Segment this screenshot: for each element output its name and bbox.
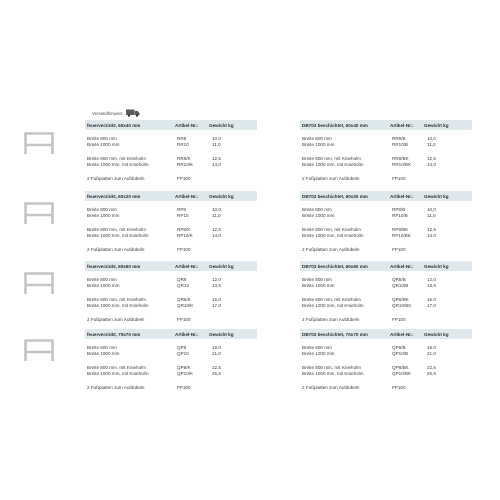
article-number-header: Artikel-Nr.: <box>175 263 199 269</box>
article-number: QP8/BK <box>392 364 409 370</box>
table-row <box>300 317 472 323</box>
table-row <box>300 371 472 377</box>
row-label: 2 Fußplatten zum Aufdübeln <box>302 384 360 390</box>
row-label: Breite 1000 mm, mit Knieholm <box>302 232 364 238</box>
article-number: RR10 <box>177 141 189 147</box>
row-label: Breite 1000 mm <box>87 350 120 356</box>
table-title: feuerverzinkt, 60x20 mm <box>87 193 141 199</box>
row-label: Breite 800 mm <box>302 277 332 282</box>
row-label: Breite 1000 mm, mit Knieholm <box>302 370 364 376</box>
row-label: Breite 1000 mm, mit Knieholm <box>302 302 364 308</box>
weight-value: 17,0 <box>427 302 436 308</box>
row-label: 2 Fußplatten zum Aufdübeln <box>87 384 145 390</box>
article-number: QP8 <box>177 345 187 350</box>
weight-value: 22,5 <box>427 364 436 370</box>
weight-value: 14,0 <box>212 161 221 167</box>
weight-value: 25,5 <box>427 370 436 376</box>
weight-value: 14,0 <box>427 161 436 167</box>
weight-value: 21,0 <box>427 350 436 356</box>
weight-value: 11,0 <box>212 141 221 147</box>
row-label: Breite 1000 mm <box>87 212 120 218</box>
table-title: feuerverzinkt, 60x40 mm <box>87 122 141 128</box>
weight-value: 13,5 <box>212 282 221 288</box>
weight-value: 10,0 <box>427 207 436 212</box>
row-label: Breite 800 mm, mit Knieholm <box>87 296 146 302</box>
weight-header: Gewicht kg <box>424 263 449 269</box>
weight-value: 10,0 <box>212 207 221 212</box>
article-number: RR10/K <box>177 161 194 167</box>
weight-value: 12,5 <box>212 155 221 161</box>
table-row <box>85 371 257 377</box>
article-number: FP100 <box>177 246 191 252</box>
article-number: QP10/K <box>177 370 194 376</box>
weight-header: Gewicht kg <box>209 122 234 128</box>
table-row <box>85 317 257 323</box>
weight-value: 21,0 <box>212 350 221 356</box>
product-table <box>85 120 257 181</box>
weight-header: Gewicht kg <box>424 331 449 337</box>
row-label: Breite 1000 mm, mit Knieholm <box>87 232 149 238</box>
shipping-label: Versandhinweis: <box>92 110 124 116</box>
row-label: Breite 800 mm <box>302 345 332 350</box>
row-label: 2 Fußplatten zum Aufdübeln <box>87 246 145 252</box>
weight-value: 14,0 <box>427 232 436 238</box>
row-label: Breite 1000 mm, mit Knieholm <box>87 302 149 308</box>
article-number: RR8/K <box>177 155 191 161</box>
weight-value: 10,0 <box>212 136 221 141</box>
table-row <box>300 176 472 182</box>
table-header <box>85 329 257 339</box>
article-number-header: Artikel-Nr.: <box>390 331 414 337</box>
table-header <box>300 329 472 339</box>
article-number: QP10 <box>177 350 189 356</box>
article-number-header: Artikel-Nr.: <box>175 122 199 128</box>
table-header <box>300 191 472 201</box>
table-title: DB703 beschichtet, 60x20 mm <box>302 193 368 199</box>
article-number-header: Artikel-Nr.: <box>390 122 414 128</box>
table-row <box>300 142 472 148</box>
article-number-header: Artikel-Nr.: <box>175 193 199 199</box>
weight-value: 17,0 <box>212 302 221 308</box>
article-number: QR10/K <box>177 302 194 308</box>
weight-value: 15,0 <box>212 296 221 302</box>
article-number: RP8/K <box>177 226 191 232</box>
table-row <box>85 176 257 182</box>
table-title: feuerverzinkt, 70x70 mm <box>87 331 141 337</box>
article-number: QR10/B <box>392 282 409 288</box>
article-number: FP100 <box>392 175 406 181</box>
table-row <box>85 385 257 391</box>
row-label: Breite 1000 mm <box>302 212 335 218</box>
article-number: RR10/BK <box>392 161 412 167</box>
product-table <box>85 261 257 322</box>
row-label: Breite 800 mm, mit Knieholm <box>87 364 146 370</box>
article-number: RP10/K <box>177 232 193 238</box>
article-number: QR8/BK <box>392 296 409 302</box>
article-number: RP10 <box>177 212 189 218</box>
weight-value: 12,5 <box>427 226 436 232</box>
weight-value: 12,0 <box>212 277 221 282</box>
weight-value: 11,0 <box>427 212 436 218</box>
row-label: 2 Fußplatten zum Aufdübeln <box>87 316 145 322</box>
row-label: Breite 1000 mm <box>87 141 120 147</box>
table-title: DB703 beschichtet, 70x70 mm <box>302 331 368 337</box>
product-table <box>300 191 472 252</box>
row-label: Breite 800 mm <box>302 136 332 141</box>
bike-rack-icon <box>23 131 55 155</box>
weight-value: 11,0 <box>427 141 436 147</box>
product-table <box>85 191 257 252</box>
table-row <box>85 303 257 309</box>
table-row <box>85 283 257 289</box>
table-header <box>85 191 257 201</box>
shipping-note <box>92 108 140 118</box>
weight-value: 19,0 <box>427 345 436 350</box>
table-row <box>85 247 257 253</box>
row-label: 2 Fußplatten zum Aufdübeln <box>302 316 360 322</box>
article-number: RP10/B <box>392 212 408 218</box>
row-label: Breite 1000 mm, mit Knieholm <box>87 370 149 376</box>
table-row <box>300 247 472 253</box>
article-number: QR8 <box>177 277 187 282</box>
article-number: QR8/B <box>392 277 406 282</box>
row-label: Breite 800 mm, mit Knieholm <box>302 155 361 161</box>
article-number: QR10/BK <box>392 302 412 308</box>
table-header <box>85 261 257 271</box>
weight-value: 12,5 <box>427 155 436 161</box>
table-row <box>300 385 472 391</box>
weight-value: 13,5 <box>427 282 436 288</box>
row-label: Breite 800 mm <box>87 345 117 350</box>
table-row <box>300 213 472 219</box>
weight-value: 22,5 <box>212 364 221 370</box>
table-row <box>85 213 257 219</box>
weight-value: 12,5 <box>212 226 221 232</box>
table-row <box>300 283 472 289</box>
weight-header: Gewicht kg <box>424 193 449 199</box>
row-label: Breite 800 mm <box>87 207 117 212</box>
article-number: QP8/B <box>392 345 406 350</box>
row-label: Breite 800 mm, mit Knieholm <box>302 364 361 370</box>
table-row <box>85 142 257 148</box>
article-number: RP8/BK <box>392 226 409 232</box>
weight-header: Gewicht kg <box>424 122 449 128</box>
weight-value: 10,0 <box>427 136 436 141</box>
article-number: QP10/BK <box>392 370 412 376</box>
weight-header: Gewicht kg <box>209 263 234 269</box>
article-number: FP100 <box>177 316 191 322</box>
row-label: Breite 800 mm, mit Knieholm <box>87 226 146 232</box>
weight-value: 25,5 <box>212 370 221 376</box>
table-row <box>300 351 472 357</box>
row-label: Breite 1000 mm <box>302 141 335 147</box>
product-table <box>300 120 472 181</box>
article-number: RR8/BK <box>392 155 409 161</box>
row-label: Breite 800 mm, mit Knieholm <box>302 296 361 302</box>
truck-icon <box>126 109 140 117</box>
row-label: Breite 800 mm <box>87 277 117 282</box>
table-title: DB703 beschichtet, 60x60 mm <box>302 263 368 269</box>
row-label: Breite 1000 mm <box>302 350 335 356</box>
table-header <box>300 120 472 130</box>
article-number: FP100 <box>177 384 191 390</box>
article-number: RR10/B <box>392 141 409 147</box>
product-table <box>300 261 472 322</box>
article-number: QP8/K <box>177 364 191 370</box>
article-number: QP10/B <box>392 350 409 356</box>
row-label: Breite 800 mm, mit Knieholm <box>87 155 146 161</box>
row-label: Breite 800 mm <box>302 207 332 212</box>
article-number: RR8 <box>177 136 187 141</box>
weight-value: 12,0 <box>427 277 436 282</box>
row-label: Breite 1000 mm <box>302 282 335 288</box>
article-number-header: Artikel-Nr.: <box>390 193 414 199</box>
bike-rack-icon <box>23 201 55 225</box>
article-number: FP100 <box>392 384 406 390</box>
article-number: FP100 <box>177 175 191 181</box>
table-row <box>300 162 472 168</box>
table-header <box>300 261 472 271</box>
article-number: RR8/B <box>392 136 406 141</box>
table-row <box>85 233 257 239</box>
table-row <box>300 303 472 309</box>
weight-value: 14,0 <box>212 232 221 238</box>
article-number: RP8 <box>177 207 186 212</box>
table-row <box>85 351 257 357</box>
bike-rack-icon <box>23 338 55 362</box>
article-number: QR8/K <box>177 296 191 302</box>
table-row <box>85 162 257 168</box>
table-title: feuerverzinkt, 60x60 mm <box>87 263 141 269</box>
weight-value: 19,0 <box>212 345 221 350</box>
weight-value: 11,0 <box>212 212 221 218</box>
row-label: 2 Fußplatten zum Aufdübeln <box>87 175 145 181</box>
row-label: Breite 1000 mm, mit Knieholm <box>87 161 149 167</box>
product-table <box>300 329 472 390</box>
article-number-header: Artikel-Nr.: <box>175 331 199 337</box>
article-number: FP100 <box>392 316 406 322</box>
weight-value: 15,0 <box>427 296 436 302</box>
table-header <box>85 120 257 130</box>
row-label: 2 Fußplatten zum Aufdübeln <box>302 246 360 252</box>
article-number: RP8/B <box>392 207 406 212</box>
row-label: 2 Fußplatten zum Aufdübeln <box>302 175 360 181</box>
row-label: Breite 800 mm <box>87 136 117 141</box>
weight-header: Gewicht kg <box>209 331 234 337</box>
table-title: DB703 beschichtet, 60x40 mm <box>302 122 368 128</box>
bike-rack-icon <box>23 271 55 295</box>
product-table <box>85 329 257 390</box>
article-number: FP100 <box>392 246 406 252</box>
article-number: RP10/BK <box>392 232 411 238</box>
weight-header: Gewicht kg <box>209 193 234 199</box>
row-label: Breite 1000 mm <box>87 282 120 288</box>
row-label: Breite 1000 mm, mit Knieholm <box>302 161 364 167</box>
table-row <box>300 233 472 239</box>
article-number-header: Artikel-Nr.: <box>390 263 414 269</box>
article-number: QR10 <box>177 282 190 288</box>
row-label: Breite 800 mm, mit Knieholm <box>302 226 361 232</box>
